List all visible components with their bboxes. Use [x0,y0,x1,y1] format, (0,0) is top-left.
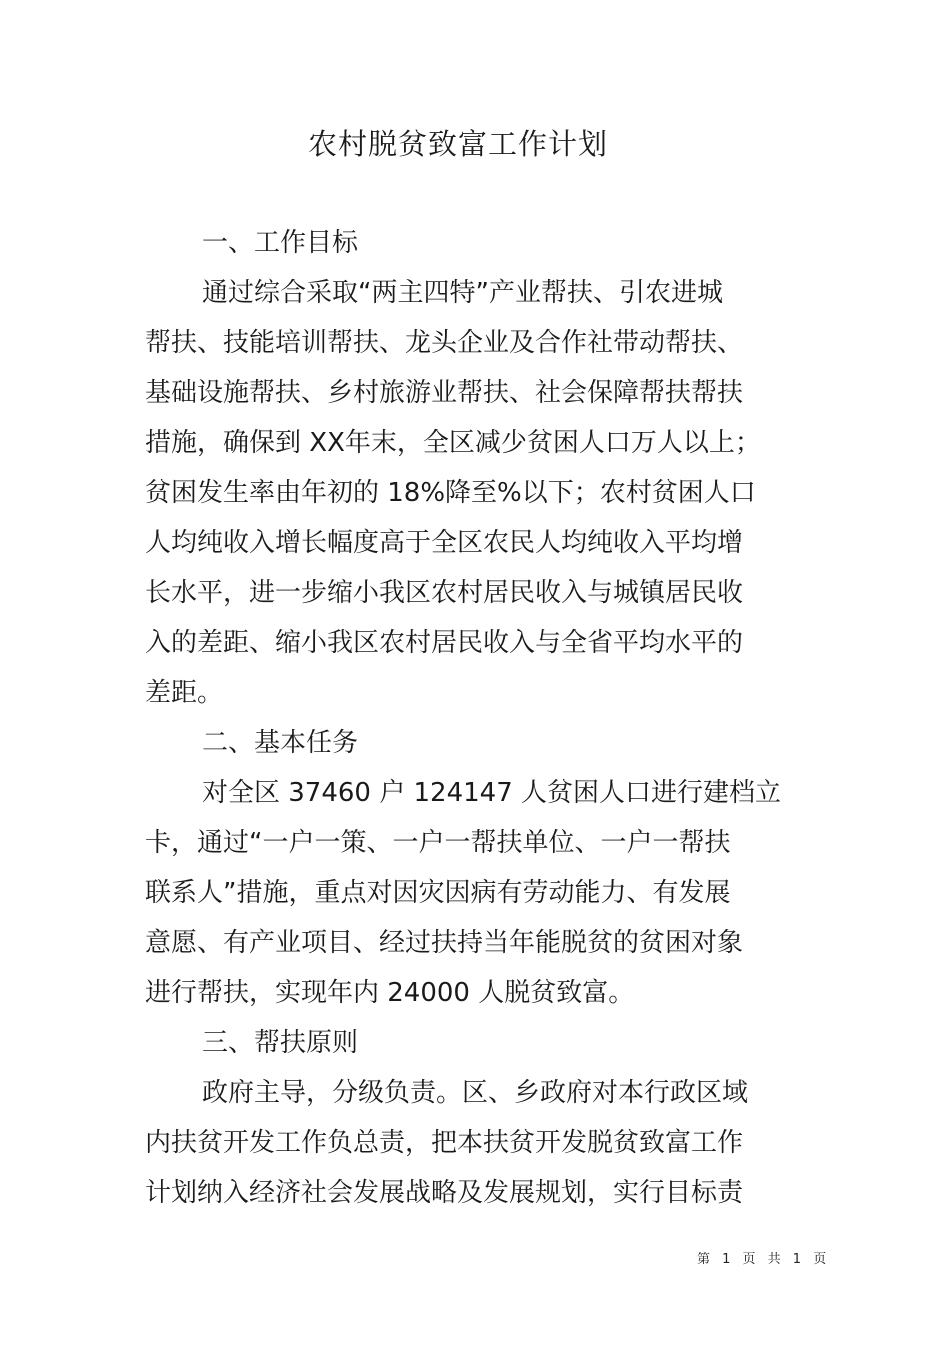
paragraph-line: 联系人”措施，重点对因灾因病有劳动能力、有发展 [145,878,731,908]
paragraph-line: 差距。 [145,678,224,708]
paragraph-first-line: 二、基本任务 [202,728,359,758]
paragraph-first-line: 一、工作目标 [202,228,359,258]
paragraph-line: 贫困发生率由年初的 18%降至%以下；农村贫困人口 [145,478,756,508]
paragraph-line: 基础设施帮扶、乡村旅游业帮扶、社会保障帮扶帮扶 [145,378,744,408]
paragraph-line: 内扶贫开发工作负总责，把本扶贫开发脱贫致富工作 [145,1128,744,1158]
paragraph-line: 人均纯收入增长幅度高于全区农民人均纯收入平均增 [145,528,744,558]
paragraph-line: 意愿、有产业项目、经过扶持当年能脱贫的贫困对象 [145,928,744,958]
document-body [145,218,795,1218]
paragraph-first-line: 政府主导，分级负责。区、乡政府对本行政区域 [202,1078,749,1108]
paragraph-first-line: 通过综合采取“两主四特”产业帮扶、引农进城 [202,278,723,308]
paragraph-line: 长水平，进一步缩小我区农村居民收入与城镇居民收 [145,578,744,608]
paragraph-line: 进行帮扶，实现年内 24000 人脱贫致富。 [145,978,635,1008]
paragraph-line: 措施，确保到 XX年末，全区减少贫困人口万人以上； [145,428,761,458]
paragraph-line: 入的差距、缩小我区农村居民收入与全省平均水平的 [145,628,744,658]
paragraph-first-line: 对全区 37460 户 124147 人贫困人口进行建档立 [202,778,782,808]
paragraph-line: 帮扶、技能培训帮扶、龙头企业及合作社带动帮扶、 [145,328,744,358]
page-number-footer: 第 1 页 共 1 页 [697,1252,831,1267]
document-title: 农村脱贫致富工作计划 [307,127,608,161]
paragraph-line: 计划纳入经济社会发展战略及发展规划，实行目标责 [145,1178,744,1208]
paragraph-first-line: 三、帮扶原则 [202,1028,359,1058]
paragraph-line: 卡，通过“一户一策、一户一帮扶单位、一户一帮扶 [145,828,731,858]
